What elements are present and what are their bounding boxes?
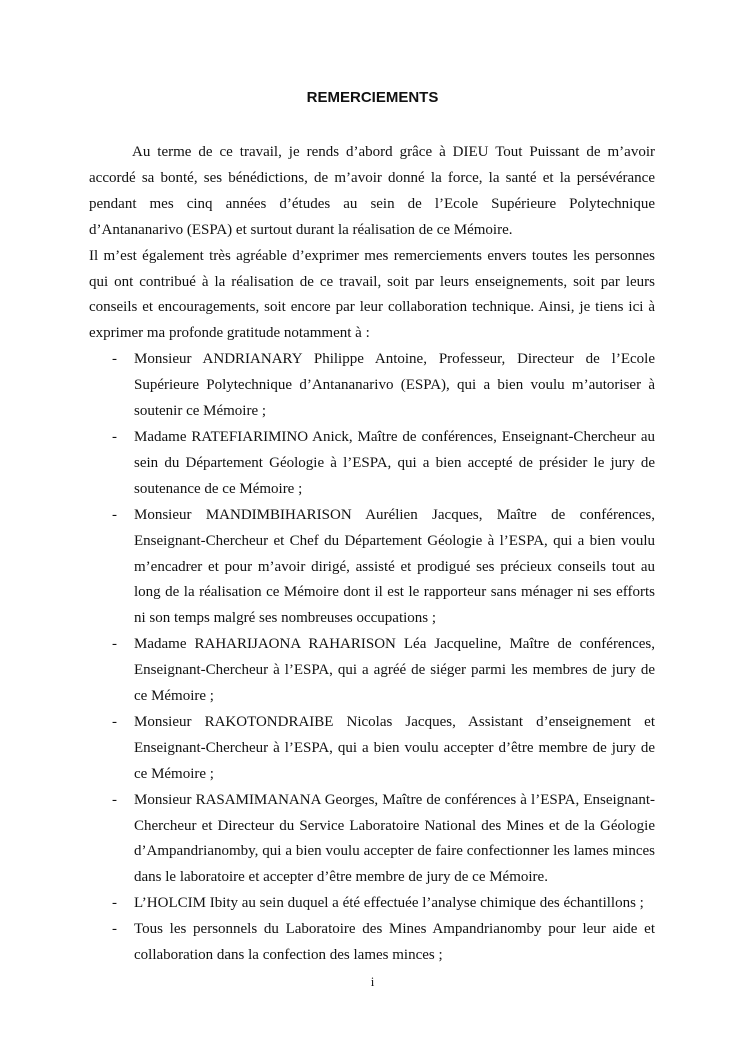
- bullet-dash: -: [112, 506, 117, 523]
- list-item-text: Madame RATEFIARIMINO Anick, Maître de conférences, Enseignant-Chercheur au sein du Département Géologie à l’ESPA, qui a bien accepté de présider le jury de soutenance de ce Mémoire ;: [134, 428, 655, 497]
- bullet-dash: -: [112, 428, 117, 445]
- bullet-dash: -: [112, 636, 117, 653]
- bullet-dash: -: [112, 791, 117, 808]
- list-item-text: Tous les personnels du Laboratoire des Mines Ampandrianomby pour leur aide et collaboration dans la confection des lames minces ;: [134, 921, 655, 964]
- list-item: [89, 917, 655, 969]
- list-item: [89, 710, 655, 788]
- list-item: [89, 347, 655, 425]
- list-item: [89, 891, 655, 917]
- intro-paragraph: Au terme de ce travail, je rends d’abord grâce à DIEU Tout Puissant de m’avoir accordé sa bonté, ses bénédictions, de m’avoir donné la force, la santé et la persévérance pendant mes cinq années d’études au sein de l’Ecole Supérieure Polytechnique d’Antananarivo (ESPA) et surtout durant la réalisation de ce Mémoire.: [89, 144, 655, 238]
- page-title: REMERCIEMENTS: [306, 89, 439, 106]
- list-item-text: Monsieur RASAMIMANANA Georges, Maître de conférences à l’ESPA, Enseignant-Chercheur et Directeur du Service Laboratoire National des Mines et de la Géologie d’Ampandrianomby, qui a bien voulu accepter de faire confectionner les lames minces dans le laboratoire et accepter d’être membre de jury de ce Mémoire.: [134, 791, 655, 886]
- list-item-text: Monsieur RAKOTONDRAIBE Nicolas Jacques, Assistant d’enseignement et Enseignant-Chercheur à l’ESPA, qui a bien voulu accepter d’être membre de jury de ce Mémoire ;: [134, 713, 655, 782]
- list-item: [89, 503, 655, 633]
- gratitude-paragraph: Il m’est également très agréable d’exprimer mes remerciements envers toutes les personnes qui ont contribué à la réalisation de ce travail, soit par leurs enseignements, soit par leurs conseils et encouragements, soit encore par leur collaboration technique. Ainsi, je tiens ici à exprimer ma profonde gratitude notamment à :: [89, 247, 655, 342]
- list-item: [89, 788, 655, 892]
- bullet-dash: -: [112, 895, 117, 912]
- list-item-text: Madame RAHARIJAONA RAHARISON Léa Jacqueline, Maître de conférences, Enseignant-Chercheur à l’ESPA, qui a agréé de siéger parmi les membres de jury de ce Mémoire ;: [134, 636, 655, 705]
- list-item-text: L’HOLCIM Ibity au sein duquel a été effectuée l’analyse chimique des échantillons ;: [134, 895, 644, 912]
- list-item: [89, 632, 655, 710]
- acknowledgement-list: [89, 347, 655, 969]
- bullet-dash: -: [112, 921, 117, 938]
- list-item-text: Monsieur MANDIMBIHARISON Aurélien Jacques, Maître de conférences, Enseignant-Chercheur et Chef du Département Géologie à l’ESPA, qui a bien voulu m’encadrer et pour m’avoir dirigé, assisté et prodigué ses précieux conseils tout au long de la réalisation ce Mémoire dont il est le rapporteur sans ménager ni ses efforts ni son temps malgré ses nombreuses occupations ;: [134, 506, 655, 627]
- list-item: [89, 425, 655, 503]
- document-body: [89, 140, 655, 969]
- bullet-dash: -: [112, 351, 117, 368]
- bullet-dash: -: [112, 713, 117, 730]
- list-item-text: Monsieur ANDRIANARY Philippe Antoine, Professeur, Directeur de l’Ecole Supérieure Polytechnique d’Antananarivo (ESPA), qui a bien voulu m’autoriser à soutenir ce Mémoire ;: [134, 351, 655, 420]
- page-number: i: [370, 974, 375, 989]
